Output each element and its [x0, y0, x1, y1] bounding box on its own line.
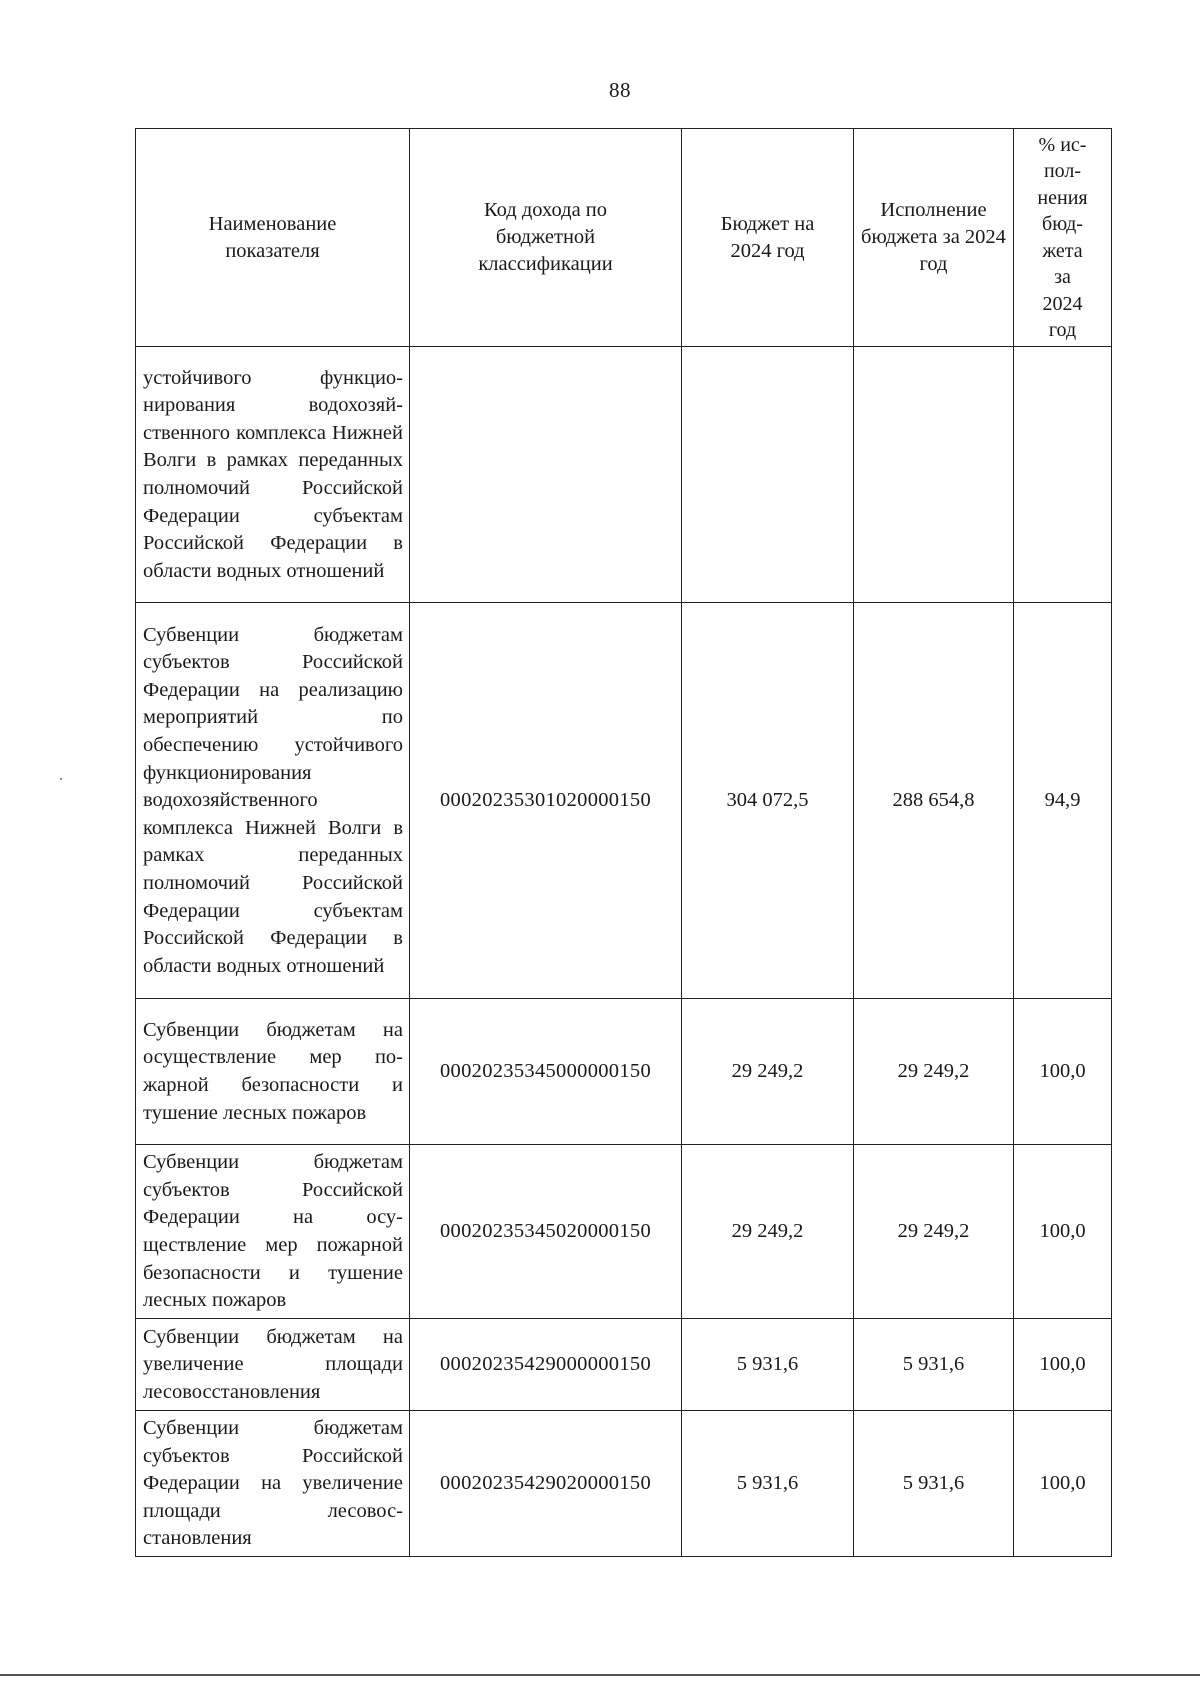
header-percent: % ис- пол- нения бюд- жета за 2024 год	[1014, 129, 1112, 347]
row-execution: 5 931,6	[854, 1411, 1014, 1557]
table-row	[136, 603, 1112, 999]
row-name: Субвенции бюджетам субъектов Российской Федерации на осуществление мер пожарной безопасности и тушение лесных пожаров	[136, 1145, 410, 1319]
row-code: 00020235301020000150	[410, 603, 682, 999]
row-execution: 5 931,6	[854, 1319, 1014, 1411]
row-budget: 304 072,5	[682, 603, 854, 999]
row-code: 00020235345000000150	[410, 999, 682, 1145]
row-percent	[1014, 347, 1112, 603]
row-percent: 100,0	[1014, 1411, 1112, 1557]
row-code	[410, 347, 682, 603]
row-name: устойчивого функционирования водохозяйственного комплекса Нижней Волги в рамках переданных полномочий Российской Федерации субъектам Российской Федерации в области водных отношений	[136, 347, 410, 603]
header-execution: Исполнение бюджета за 2024 год	[854, 129, 1014, 347]
table-row	[136, 1411, 1112, 1557]
row-execution: 29 249,2	[854, 1145, 1014, 1319]
row-budget	[682, 347, 854, 603]
bottom-scan-edge	[0, 1674, 1200, 1676]
header-row	[136, 129, 1112, 347]
row-percent: 100,0	[1014, 1319, 1112, 1411]
row-name: Субвенции бюджетам субъектов Российской Федерации на реализацию мероприятий по обеспечению устойчивого функционирования водохозяйственного комплекса Нижней Волги в рамках переданных полномочий Российской Федерации субъектам Российской Федерации в области водных отношений	[136, 603, 410, 999]
row-budget: 5 931,6	[682, 1411, 854, 1557]
budget-table	[135, 128, 1112, 1557]
row-name: Субвенции бюджетам субъектов Российской Федерации на увеличение площади лесовосстановления	[136, 1411, 410, 1557]
row-percent: 100,0	[1014, 1145, 1112, 1319]
table-row	[136, 1319, 1112, 1411]
table-row	[136, 347, 1112, 603]
row-name: Субвенции бюджетам на увеличение площади лесовосстановления	[136, 1319, 410, 1411]
header-name: Наименование показателя	[136, 129, 410, 347]
row-code: 00020235429000000150	[410, 1319, 682, 1411]
row-budget: 29 249,2	[682, 999, 854, 1145]
row-code: 00020235345020000150	[410, 1145, 682, 1319]
scan-speck	[60, 778, 62, 780]
row-name: Субвенции бюджетам на осуществление мер пожарной безопасности и тушение лесных пожаров	[136, 999, 410, 1145]
table-row	[136, 1145, 1112, 1319]
row-budget: 29 249,2	[682, 1145, 854, 1319]
row-percent: 100,0	[1014, 999, 1112, 1145]
row-execution: 29 249,2	[854, 999, 1014, 1145]
row-budget: 5 931,6	[682, 1319, 854, 1411]
row-percent: 94,9	[1014, 603, 1112, 999]
row-execution	[854, 347, 1014, 603]
row-code: 00020235429020000150	[410, 1411, 682, 1557]
header-budget: Бюджет на 2024 год	[682, 129, 854, 347]
table-row	[136, 999, 1112, 1145]
page-number: 88	[609, 78, 631, 102]
row-execution: 288 654,8	[854, 603, 1014, 999]
header-code: Код дохода по бюджетной классификации	[410, 129, 682, 347]
